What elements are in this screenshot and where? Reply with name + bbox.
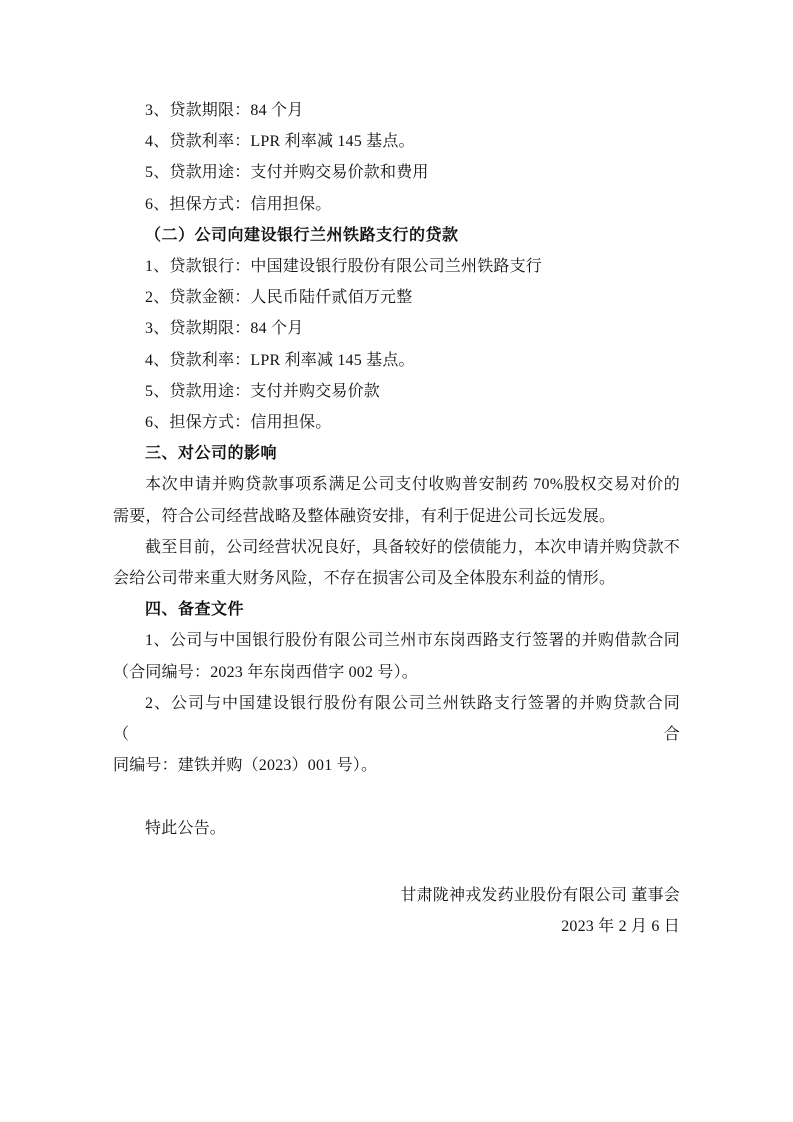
document-body (113, 0, 680, 942)
boc-loan-guarantee: 6、担保方式：信用担保。 (145, 195, 332, 213)
signature-company: 甘肃陇神戎发药业股份有限公司 董事会 (400, 887, 680, 905)
ccb-loan-rate: 4、贷款利率：LPR 利率减 145 基点。 (145, 351, 415, 369)
ccb-loan-amount: 2、贷款金额：人民币陆仟贰佰万元整 (145, 289, 413, 307)
impact-paragraph2-line2: 会给公司带来重大财务风险，不存在损害公司及全体股东利益的情形。 (113, 570, 616, 588)
closing-statement: 特此公告。 (145, 819, 227, 837)
blank-line (113, 781, 680, 812)
reference-item2-line1: 2、公司与中国建设银行股份有限公司兰州铁路支行签署的并购贷款合同（合 (113, 694, 680, 744)
impact-section-heading: 三、对公司的影响 (145, 445, 278, 463)
impact-paragraph2-line1: 截至目前，公司经营状况良好，具备较好的偿债能力，本次申请并购贷款不 (145, 538, 680, 556)
signature-date: 2023 年 2 月 6 日 (561, 918, 680, 936)
impact-paragraph1-line1: 本次申请并购贷款事项系满足公司支付收购普安制药 70%股权交易对价的 (145, 476, 680, 494)
boc-loan-term: 3、贷款期限：84 个月 (145, 102, 304, 119)
reference-section-heading: 四、备查文件 (145, 601, 245, 619)
reference-item1-line1: 1、公司与中国银行股份有限公司兰州市东岗西路支行签署的并购借款合同 (145, 632, 680, 650)
reference-item1-line2: （合同编号：2023 年东岗西借字 002 号）。 (113, 663, 419, 681)
boc-loan-purpose: 5、贷款用途：支付并购交易价款和费用 (145, 164, 429, 182)
boc-loan-rate: 4、贷款利率：LPR 利率减 145 基点。 (145, 133, 415, 151)
ccb-loan-purpose: 5、贷款用途：支付并购交易价款 (145, 382, 381, 400)
ccb-section-heading: （二）公司向建设银行兰州铁路支行的贷款 (145, 226, 459, 244)
reference-item2-line2: 同编号：建铁并购（2023）001 号）。 (113, 757, 378, 775)
ccb-loan-term: 3、贷款期限：84 个月 (145, 320, 304, 338)
blank-line (113, 844, 680, 875)
impact-paragraph1-line2: 需要，符合公司经营战略及整体融资安排，有利于促进公司长远发展。 (113, 507, 616, 525)
ccb-loan-guarantee: 6、担保方式：信用担保。 (145, 414, 332, 432)
ccb-loan-bank: 1、贷款银行：中国建设银行股份有限公司兰州铁路支行 (145, 258, 543, 276)
